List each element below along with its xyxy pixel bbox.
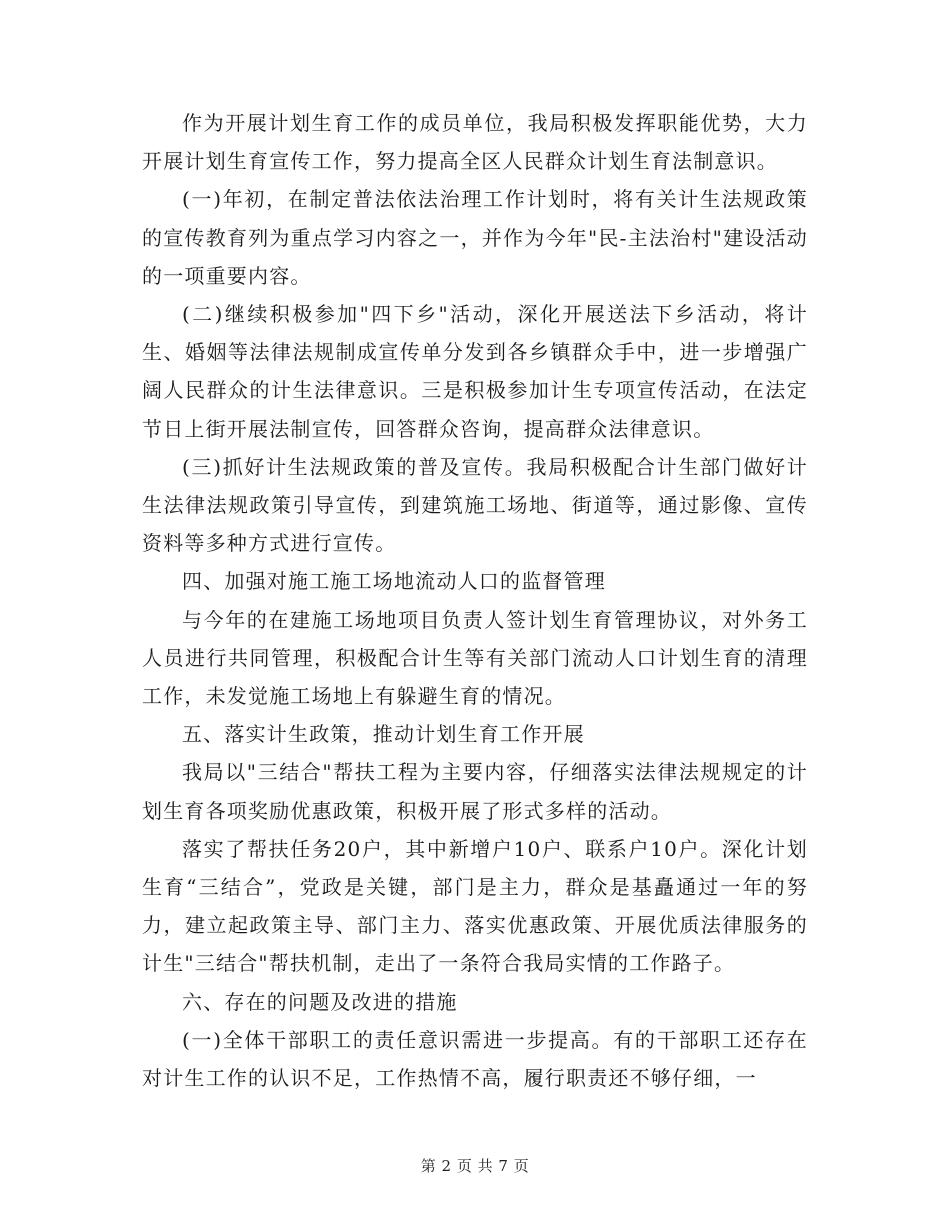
paragraph: (三)抓好计生法规政策的普及宣传。我局积极配合计生部门做好计生法律法规政策引导宣传，到建筑施工场地、街道等，通过影像、宣传资料等多种方式进行宣传。 xyxy=(142,454,808,556)
page-footer xyxy=(0,1155,950,1176)
paragraph: 我局以"三结合"帮扶工程为主要内容，仔细落实法律法规规定的计划生育各项奖励优惠政策，积极开展了形式多样的活动。 xyxy=(142,760,808,823)
paragraph: 落实了帮扶任务20户，其中新增户10户、联系户10户。深化计划生育“三结合”，党政是关键，部门是主力，群众是基矗通过一年的努力，建立起政策主导、部门主力、落实优惠政策、开展优质法律服务的计生"三结合"帮扶机制，走出了一条符合我局实情的工作路子。 xyxy=(142,836,808,976)
document-body xyxy=(142,104,808,1097)
paragraph: (一)全体干部职工的责任意识需进一步提高。有的干部职工还存在对计生工作的认识不足，工作热情不高，履行职责还不够仔细，一 xyxy=(142,1027,808,1091)
paragraph: 与今年的在建施工场地项目负责人签计划生育管理协议，对外务工人员进行共同管理，积极配合计生等有关部门流动人口计划生育的清理工作，未发觉施工场地上有躲避生育的情况。 xyxy=(142,607,808,709)
paragraph: (二)继续积极参加"四下乡"活动，深化开展送法下乡活动，将计生、婚姻等法律法规制成宣传单分发到各乡镇群众手中，进一步增强广阔人民群众的计生法律意识。三是积极参加计生专项宣传活动，在法定节日上街开展法制宣传，回答群众咨询，提高群众法律意识。 xyxy=(142,302,808,441)
section-heading: 六、存在的问题及改进的措施 xyxy=(182,989,458,1014)
paragraph: (一)年初，在制定普法依法治理工作计划时，将有关计生法规政策的宣传教育列为重点学习内容之一，并作为今年"民-主法治村"建设活动的一项重要内容。 xyxy=(142,187,808,288)
paragraph: 作为开展计划生育工作的成员单位，我局积极发挥职能优势，大力开展计划生育宣传工作，努力提高全区人民群众计划生育法制意识。 xyxy=(142,111,808,174)
section-heading: 五、落实计生政策，推动计划生育工作开展 xyxy=(182,722,585,747)
page-number-label: 第 2 页 共 7 页 xyxy=(420,1157,530,1175)
section-heading: 四、加强对施工施工场地流动人口的监督管理 xyxy=(182,569,606,594)
